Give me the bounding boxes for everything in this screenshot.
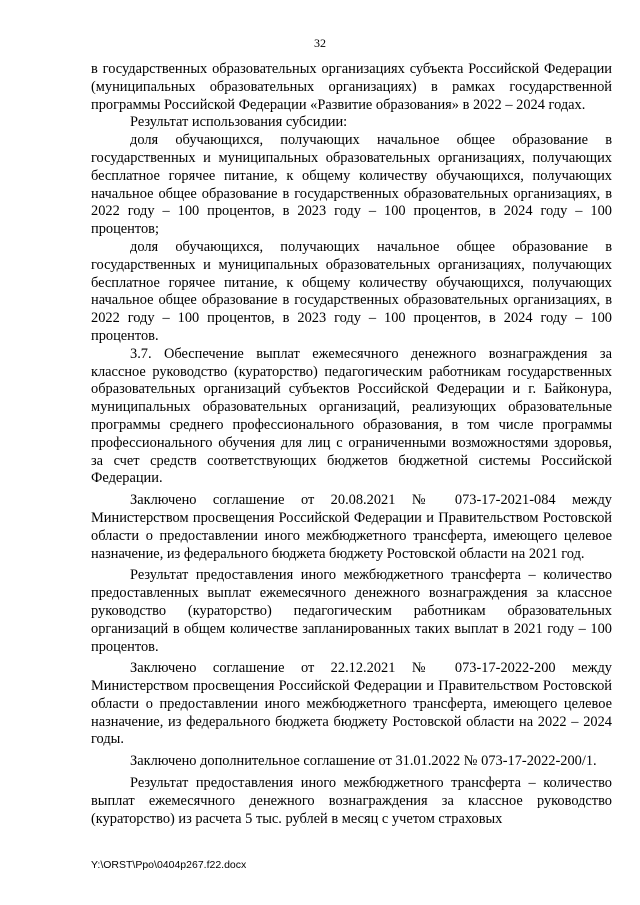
paragraph-section-3-7: 3.7. Обеспечение выплат ежемесячного денежного вознаграждения за классное руководство (кураторство) педагогическим работникам государственных образовательных организаций субъектов Российской Федерации и г. Байконура, муниципальных образовательных организаций, реализующих образовательные программы среднего профессионального образования, в том числе программы профессионального обучения для лиц с ограниченными возможностями здоровья, за счет средств соответствующих бюджетов бюджетной системы Российской Федерации.	[91, 345, 612, 487]
paragraph-agreement-2021: Заключено соглашение от 20.08.2021 № 073-17-2021-084 между Министерством просвещения Российской Федерации и Правительством Ростовской области о предоставлении иного межбюджетного трансферта, имеющего целевое назначение, из федерального бюджета бюджету Ростовской области на 2021 год.	[91, 492, 612, 562]
paragraph-agreement-2022: Заключено соглашение от 22.12.2021 № 073-17-2022-200 между Министерством просвещения Российской Федерации и Правительством Ростовской области о предоставлении иного межбюджетного трансферта, имеющего целевое назначение, из федерального бюджета бюджету Ростовской области на 2022 – 2024 годы.	[91, 660, 612, 748]
paragraph-transfer-result-2021: Результат предоставления иного межбюджетного трансферта – количество предоставленных выплат ежемесячного денежного вознаграждения за классное руководство (кураторство) педагогическим работникам образовательных организаций в общем количестве запланированных таких выплат в 2021 году – 100 процентов.	[91, 567, 612, 655]
paragraph-additional-agreement: Заключено дополнительное соглашение от 31.01.2022 № 073-17-2022-200/1.	[130, 753, 597, 770]
footer-file-path: Y:\ORST\Ppo\0404p267.f22.docx	[91, 859, 247, 871]
paragraph-share-2022: доля обучающихся, получающих начальное общее образование в государственных и муниципальных образовательных организациях, получающих бесплатное горячее питание, к общему количеству обучающихся, получающих начальное общее образование в государственных образовательных организациях, в 2022 году – 100 процентов, в 2023 году – 100 процентов, в 2024 году – 100 процентов;	[91, 132, 612, 238]
paragraph-subsidy-result-heading: Результат использования субсидии:	[130, 114, 348, 131]
paragraph-continuation: в государственных образовательных организациях субъекта Российской Федерации (муниципальных образовательных организациях) в рамках государственной программы Российской Федерации «Развитие образования» в 2022 – 2024 годах.	[91, 61, 612, 113]
paragraph-share-2024: доля обучающихся, получающих начальное общее образование в государственных и муниципальных образовательных организациях, получающих бесплатное горячее питание, к общему количеству обучающихся, получающих начальное общее образование в государственных образовательных организациях, в 2022 году – 100 процентов, в 2023 году – 100 процентов, в 2024 году – 100 процентов.	[91, 238, 612, 344]
document-body	[91, 61, 612, 828]
page-number: 32	[314, 36, 326, 50]
paragraph-transfer-result-2022: Результат предоставления иного межбюджетного трансферта – количество выплат ежемесячного денежного вознаграждения за классное руководство (кураторство) из расчета 5 тыс. рублей в месяц с учетом страховых	[91, 775, 612, 827]
